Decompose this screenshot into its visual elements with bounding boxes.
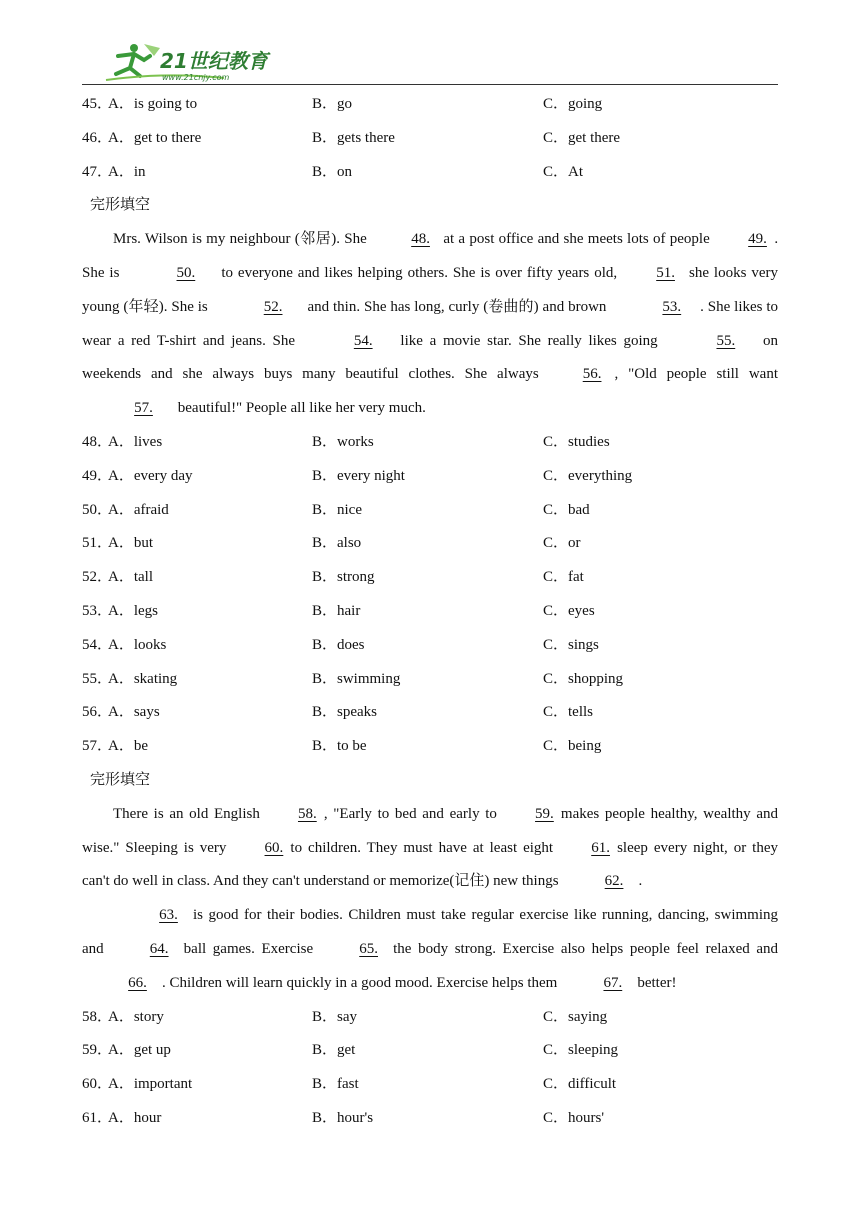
logo-21cnjy	[104, 42, 274, 84]
question-row: 48． A．lives B．works C．studies	[82, 426, 778, 460]
blank-55[interactable]: 55.	[716, 332, 736, 349]
blank-48[interactable]: 48.	[411, 231, 430, 248]
question-row: 58． A．story B．say C．saying	[82, 1001, 778, 1035]
blank-52[interactable]: 52.	[263, 298, 283, 315]
question-list-mid	[82, 426, 778, 764]
question-list-top	[82, 88, 778, 189]
blank-66[interactable]: 66.	[128, 974, 147, 991]
option-c[interactable]: C．sings	[543, 636, 599, 653]
page-header	[0, 0, 860, 90]
header-divider	[82, 84, 778, 85]
section-title-cloze-2: 完形填空	[90, 771, 151, 788]
option-a[interactable]: A．get to there	[108, 129, 202, 146]
blank-61[interactable]: 61.	[591, 839, 610, 856]
question-row: 60． A．important B．fast C．difficult	[82, 1068, 778, 1102]
option-b[interactable]: B．does	[312, 636, 365, 653]
blank-53[interactable]: 53.	[662, 298, 682, 315]
option-b[interactable]: B．speaks	[312, 704, 377, 721]
option-a[interactable]: A．skating	[108, 670, 178, 687]
blank-67[interactable]: 67.	[603, 974, 623, 991]
question-row: 45． A．is going to B．go C．going	[82, 88, 778, 122]
option-c[interactable]: C．At	[543, 163, 584, 180]
blank-56[interactable]: 56.	[582, 366, 602, 383]
option-a[interactable]: A．story	[108, 1008, 164, 1025]
blank-59[interactable]: 59.	[535, 805, 554, 822]
option-b[interactable]: B．fast	[312, 1076, 359, 1093]
question-row: 61． A．hour B．hour's C．hours'	[82, 1102, 778, 1136]
blank-57[interactable]: 57.	[134, 400, 153, 417]
option-a[interactable]: A．tall	[108, 569, 153, 586]
blank-62[interactable]: 62.	[604, 873, 624, 890]
option-a[interactable]: A．every day	[108, 467, 193, 484]
option-b[interactable]: B．nice	[312, 501, 362, 518]
blank-65[interactable]: 65.	[359, 940, 378, 957]
question-row: 50． A．afraid B．nice C．bad	[82, 494, 778, 528]
question-row: 52． A．tall B．strong C．fat	[82, 561, 778, 595]
blank-49[interactable]: 49.	[748, 231, 767, 248]
option-b[interactable]: B．to be	[312, 738, 367, 755]
option-a[interactable]: A．important	[108, 1076, 193, 1093]
blank-54[interactable]: 54.	[353, 332, 373, 349]
logo-text: 21世纪教育	[160, 49, 268, 73]
question-row: 57． A．be B．to be C．being	[82, 730, 778, 764]
blank-50[interactable]: 50.	[176, 264, 196, 281]
cloze-passage-1: Mrs. Wilson is my neighbour (邻居). She 48. at a post office and she meets lots of people 49. . She is 50. to everyone and likes helping others. She is over fifty years old, 51. she looks very young (年轻). She is 52. and thin. She has long, curly (卷曲的) and brown 53. . She likes to wear a red T-shirt and jeans. She 54. like a movie star. She really likes going 55. on weekends and she always buys many beautiful clothes. She always 56. , "Old people still want 57. beautiful!" People all like her very much.	[82, 223, 778, 426]
option-b[interactable]: B．strong	[312, 569, 375, 586]
option-b[interactable]: B．works	[312, 433, 374, 450]
blank-64[interactable]: 64.	[149, 940, 169, 957]
question-row: 47． A．in B．on C．At	[82, 156, 778, 190]
option-c[interactable]: C．or	[543, 535, 581, 552]
option-b[interactable]: B．gets there	[312, 129, 395, 146]
logo-subtext: www.21cnjy.com	[162, 73, 230, 82]
option-c[interactable]: C．get there	[543, 129, 621, 146]
worksheet-content	[82, 88, 778, 1136]
blank-51[interactable]: 51.	[656, 264, 675, 281]
option-b[interactable]: B．go	[312, 96, 353, 112]
option-c[interactable]: C．going	[543, 96, 603, 112]
option-b[interactable]: B．hour's	[312, 1109, 374, 1126]
option-a[interactable]: A．legs	[108, 602, 158, 619]
question-list-bottom	[82, 1001, 778, 1136]
blank-60[interactable]: 60.	[264, 839, 284, 856]
cloze-passage-2-paragraph-1: There is an old English 58. , "Early to bed and early to 59. makes people healthy, wealthy and wise." Sleeping is very 60. to children. They must have at least eight 61. sleep every night, or they can't do well in class. And they can't understand or memorize(记住) new things 62. .	[82, 798, 778, 899]
option-b[interactable]: B．swimming	[312, 670, 401, 687]
option-b[interactable]: B．on	[312, 163, 353, 180]
option-a[interactable]: A．looks	[108, 636, 167, 653]
option-a[interactable]: A．be	[108, 738, 148, 755]
option-b[interactable]: B．say	[312, 1008, 358, 1025]
option-a[interactable]: A．is going to	[108, 96, 198, 112]
option-c[interactable]: C．eyes	[543, 602, 595, 619]
question-row: 46． A．get to there B．gets there C．get there	[82, 122, 778, 156]
option-a[interactable]: A．afraid	[108, 501, 169, 518]
question-row: 51． A．but B．also C．or	[82, 527, 778, 561]
option-c[interactable]: C．saying	[543, 1008, 608, 1025]
option-c[interactable]: C．difficult	[543, 1076, 617, 1093]
option-b[interactable]: B．hair	[312, 602, 361, 619]
question-row: 56． A．says B．speaks C．tells	[82, 696, 778, 730]
blank-63[interactable]: 63.	[159, 907, 178, 924]
option-c[interactable]: C．hours'	[543, 1109, 605, 1126]
option-c[interactable]: C．studies	[543, 433, 610, 450]
option-a[interactable]: A．but	[108, 535, 154, 552]
option-a[interactable]: A．hour	[108, 1109, 162, 1126]
option-c[interactable]: C．bad	[543, 501, 590, 518]
option-a[interactable]: A．in	[108, 163, 146, 180]
option-a[interactable]: A．lives	[108, 433, 163, 450]
option-c[interactable]: C．everything	[543, 467, 633, 484]
option-c[interactable]: C．being	[543, 738, 602, 755]
option-b[interactable]: B．get	[312, 1042, 356, 1059]
question-row: 55． A．skating B．swimming C．shopping	[82, 663, 778, 697]
option-b[interactable]: B．every night	[312, 467, 405, 484]
option-c[interactable]: C．sleeping	[543, 1042, 618, 1059]
option-c[interactable]: C．fat	[543, 569, 584, 586]
cloze-passage-2-paragraph-2: 63. is good for their bodies. Children must take regular exercise like running, dancing, swimming and 64. ball games. Exercise 65. the body strong. Exercise also helps people feel relaxed and66. . Children will learn quickly in a good mood. Exercise helps them 67. better!	[82, 899, 778, 1000]
question-row: 54． A．looks B．does C．sings	[82, 629, 778, 663]
option-c[interactable]: C．shopping	[543, 670, 624, 687]
question-row: 59． A．get up B．get C．sleeping	[82, 1034, 778, 1068]
question-row: 49． A．every day B．every night C．everything	[82, 460, 778, 494]
option-a[interactable]: A．get up	[108, 1042, 171, 1059]
blank-58[interactable]: 58.	[297, 805, 317, 822]
option-a[interactable]: A．says	[108, 704, 160, 721]
option-c[interactable]: C．tells	[543, 704, 594, 721]
section-title-cloze-1: 完形填空	[90, 197, 151, 214]
question-row: 53． A．legs B．hair C．eyes	[82, 595, 778, 629]
option-b[interactable]: B．also	[312, 535, 362, 552]
